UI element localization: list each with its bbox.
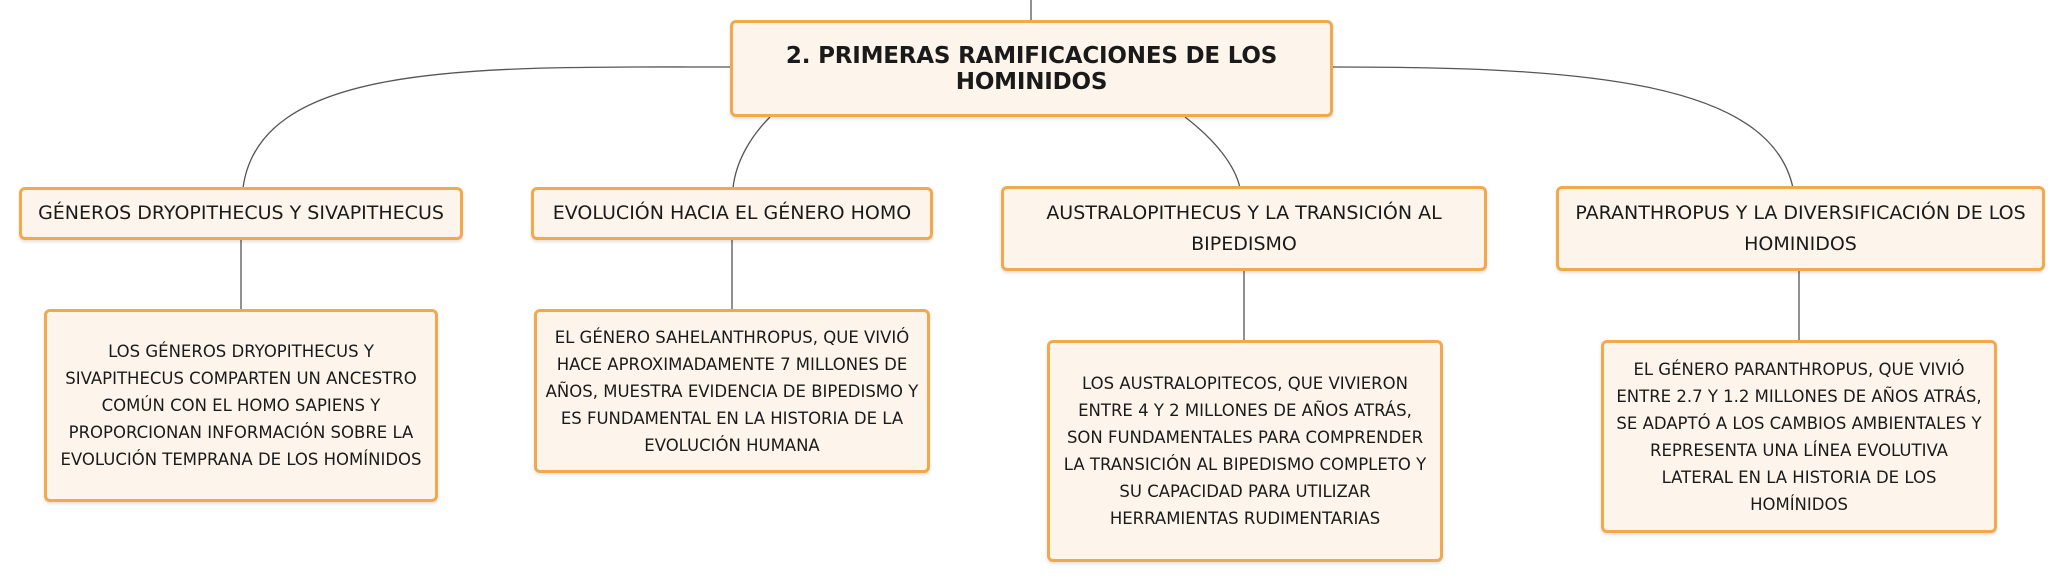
detail-node-4[interactable] [1601, 340, 1997, 533]
branch-topic-3-label: AUSTRALOPITHECUS Y LA TRANSICIÓN AL BIPEDISMO [1046, 201, 1442, 255]
connector-root-to-branch-2 [733, 117, 770, 188]
branch-topic-2-label: EVOLUCIÓN HACIA EL GÉNERO HOMO [552, 202, 912, 224]
detail-node-2-text: EL GÉNERO SAHELANTHROPUS, QUE VIVIÓ HACE APROXIMADAMENTE 7 MILLONES DE AÑOS, MUESTRA EVIDENCIA DE BIPEDISMO Y ES FUNDAMENTAL EN LA HISTORIA DE LA EVOLUCIÓN HUMANA [545, 327, 919, 455]
connector-root-to-branch-3 [1185, 117, 1240, 188]
connector-root-to-branch-1 [243, 67, 730, 188]
root-topic-label: 2. PRIMERAS RAMIFICACIONES DE LOS HOMINIDOS [785, 42, 1278, 95]
branch-topic-4[interactable] [1556, 186, 2045, 271]
branch-topic-3[interactable] [1001, 186, 1487, 271]
detail-node-3-text: LOS AUSTRALOPITECOS, QUE VIVIERON ENTRE 4 Y 2 MILLONES DE AÑOS ATRÁS, SON FUNDAMENTALES PARA COMPRENDER LA TRANSICIÓN AL BIPEDISMO COMPLETO Y SU CAPACIDAD PARA UTILIZAR HERRAMIENTAS RUDIMENTARIAS [1063, 374, 1427, 528]
connector-root-to-branch-4 [1332, 67, 1793, 188]
branch-topic-1-label: GÉNEROS DRYOPITHECUS Y SIVAPITHECUS [38, 202, 444, 224]
branch-topic-2[interactable] [531, 187, 933, 240]
branch-topic-4-label: PARANTHROPUS Y LA DIVERSIFICACIÓN DE LOS HOMINIDOS [1575, 201, 2026, 255]
root-topic[interactable] [730, 20, 1333, 117]
detail-node-2[interactable] [534, 309, 930, 473]
detail-node-1-text: LOS GÉNEROS DRYOPITHECUS Y SIVAPITHECUS COMPARTEN UN ANCESTRO COMÚN CON EL HOMO SAPIENS Y PROPORCIONAN INFORMACIÓN SOBRE LA EVOLUCIÓN TEMPRANA DE LOS HOMÍNIDOS [60, 342, 422, 469]
detail-node-3[interactable] [1047, 340, 1443, 562]
branch-topic-1[interactable] [19, 187, 463, 240]
detail-node-1[interactable] [44, 309, 438, 502]
detail-node-4-text: EL GÉNERO PARANTHROPUS, QUE VIVIÓ ENTRE 2.7 Y 1.2 MILLONES DE AÑOS ATRÁS, SE ADAPTÓ A LOS CAMBIOS AMBIENTALES Y REPRESENTA UNA LÍNEA EVOLUTIVA LATERAL EN LA HISTORIA DE LOS HOMÍNIDOS [1616, 359, 1982, 514]
